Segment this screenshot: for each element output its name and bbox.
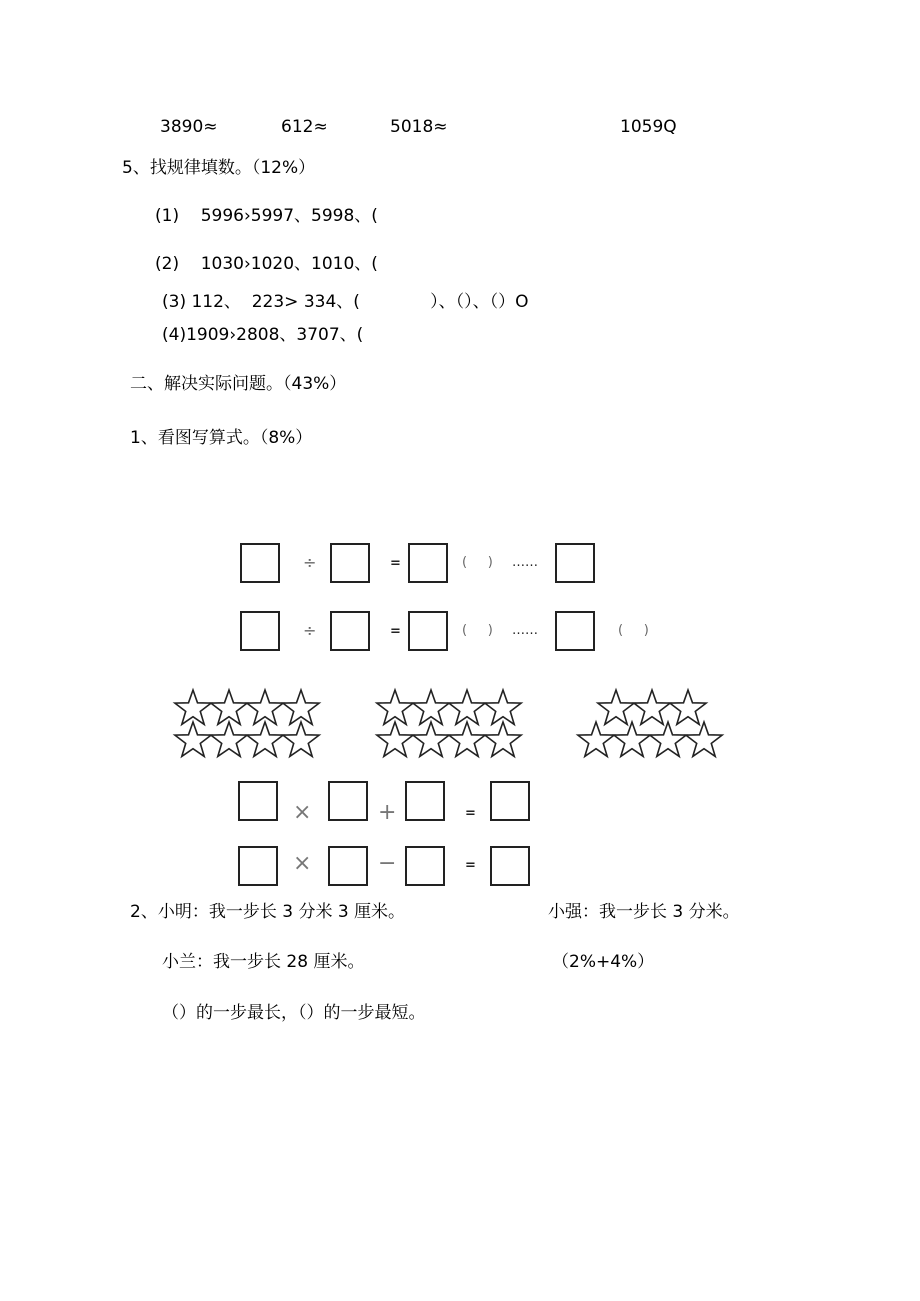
q5-line-1: (1) 5996›5997、5998、(: [155, 206, 378, 226]
equals-sign: =: [465, 858, 476, 873]
q5-line-3: (3) 112、 223> 334、( ）、（）、（）O: [162, 292, 529, 312]
star-icon: [175, 722, 211, 756]
star-icon: [598, 690, 634, 724]
star-icon: [485, 690, 521, 724]
round-item-1: 3890≈: [160, 117, 218, 137]
answer-box[interactable]: [328, 781, 368, 821]
q5-line-4: (4)1909›2808、3707、(: [162, 325, 364, 345]
star-icon: [247, 722, 283, 756]
answer-box[interactable]: [490, 846, 530, 886]
paren-blank: ( ): [462, 555, 493, 570]
divide-sign: ÷: [303, 553, 317, 572]
answer-box[interactable]: [405, 781, 445, 821]
q2-xiaolan: 小兰：我一步长 28 厘米。: [162, 952, 365, 972]
section2-title: 二、解决实际问题。（43%）: [130, 374, 347, 394]
q2-score: （2%+4%）: [552, 952, 655, 972]
star-icon: [175, 690, 211, 724]
equals-sign: =: [390, 556, 401, 571]
star-icon: [614, 722, 650, 756]
round-item-3: 5018≈: [390, 117, 448, 137]
q5-line-2: (2) 1030›1020、1010、(: [155, 254, 378, 274]
answer-box[interactable]: [238, 781, 278, 821]
answer-box[interactable]: [238, 846, 278, 886]
answer-box[interactable]: [405, 846, 445, 886]
round-item-2: 612≈: [281, 117, 328, 137]
star-icon: [650, 722, 686, 756]
star-icon: [377, 690, 413, 724]
star-icon: [449, 722, 485, 756]
star-icon: [686, 722, 722, 756]
star-icon: [485, 722, 521, 756]
plus-sign: +: [378, 800, 397, 825]
star-icon: [211, 722, 247, 756]
q2-xiaoqiang: 小强：我一步长 3 分米。: [548, 902, 740, 922]
star-icon: [670, 690, 706, 724]
divide-sign: ÷: [303, 621, 317, 640]
star-icon: [578, 722, 614, 756]
remainder-dots: ……: [512, 623, 538, 638]
star-icon: [413, 690, 449, 724]
q5-title: 5、找规律填数。（12%）: [122, 158, 316, 178]
star-icon: [413, 722, 449, 756]
times-sign: ×: [293, 851, 312, 876]
equals-sign: =: [465, 806, 476, 821]
q2-xiaoming: 2、小明：我一步长 3 分米 3 厘米。: [130, 902, 406, 922]
times-sign: ×: [293, 800, 312, 825]
star-icon: [211, 690, 247, 724]
q1-title: 1、看图写算式。（8%）: [130, 428, 313, 448]
star-icon: [634, 690, 670, 724]
paren-blank: ( ): [462, 623, 493, 638]
paren-blank: ( ): [618, 623, 649, 638]
answer-box[interactable]: [328, 846, 368, 886]
minus-sign: −: [378, 851, 397, 876]
q2-question: （）的一步最长，（）的一步最短。: [162, 1003, 426, 1023]
round-item-4: 1059Q: [620, 117, 677, 137]
star-icon: [377, 722, 413, 756]
equals-sign: =: [390, 624, 401, 639]
star-icon: [283, 690, 319, 724]
star-icon: [283, 722, 319, 756]
star-icon: [247, 690, 283, 724]
remainder-dots: ……: [512, 555, 538, 570]
answer-box[interactable]: [490, 781, 530, 821]
star-icon: [449, 690, 485, 724]
